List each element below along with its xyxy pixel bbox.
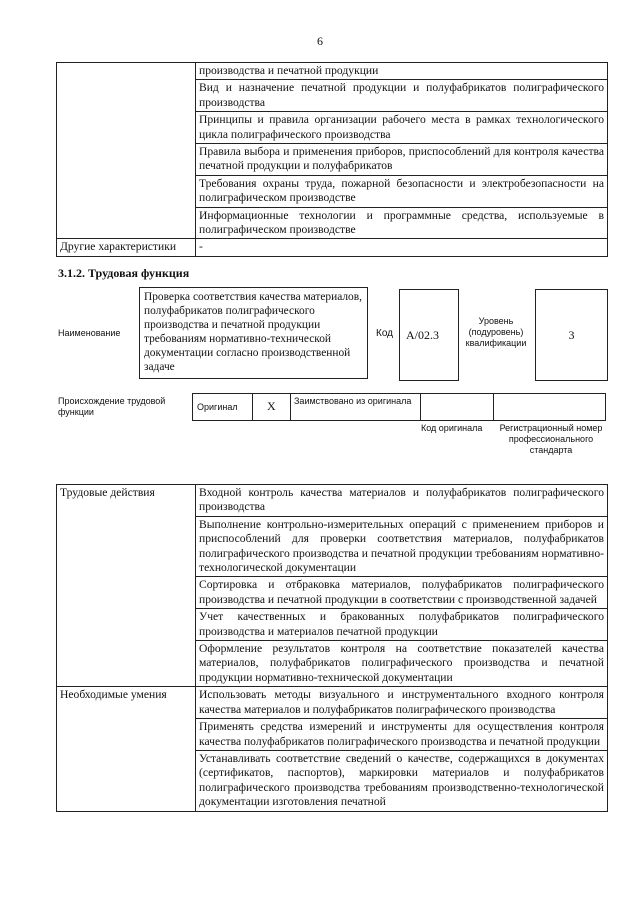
category-cell-empty xyxy=(57,63,196,239)
other-characteristics-value: - xyxy=(196,239,608,256)
labor-actions-label: Трудовые действия xyxy=(57,485,196,687)
original-mark: X xyxy=(267,399,276,413)
skill-cell: Использовать методы визуального и инструментального входного контроля качества материалов и полуфабрикатов полиграфического производства xyxy=(196,687,608,719)
name-label: Наименование xyxy=(58,328,121,338)
knowledge-table-continued xyxy=(56,62,608,257)
code-label: Код xyxy=(376,328,394,339)
level-value-box: 3 xyxy=(535,289,608,381)
original-cell xyxy=(193,394,253,420)
section-title: 3.1.2. Трудовая функция xyxy=(58,266,190,280)
skill-cell: Устанавливать соответствие сведений о качестве, содержащихся в документах (сертификатов, паспортов), маркировки материалов и полуфабрикатов полиграфического производства требованиям производственно-технологической документации изготовления печатной xyxy=(196,750,608,811)
borrowed-cell xyxy=(291,394,421,420)
other-characteristics-label: Другие характеристики xyxy=(57,239,196,256)
labor-action-cell: Оформление результатов контроля на соответствие показателей качества материалов, полуфабрикатов полиграфического производства и печатной продукции нормативно-технической документации xyxy=(196,641,608,687)
original-mark-cell xyxy=(253,394,291,420)
function-name-box: Проверка соответствия качества материалов, полуфабрикатов полиграфического производства и печатной продукции требованиям нормативно-технической документации согласно производственной задаче xyxy=(139,287,368,379)
knowledge-cell: Требования охраны труда, пожарной безопасности и электробезопасности на полиграфическом производстве xyxy=(196,175,608,207)
labor-action-cell: Выполнение контрольно-измерительных операций с применением приборов и приспособлений для проверки соответствия материалов, полуфабрикатов полиграфического производства и печатной продукции требованиям нормативно-технологической документации xyxy=(196,516,608,577)
labor-action-cell: Входной контроль качества материалов и полуфабрикатов полиграфического производства xyxy=(196,485,608,517)
table-row xyxy=(57,687,608,719)
original-label: Оригинал xyxy=(197,402,238,412)
labor-function-table xyxy=(56,484,608,812)
level-label: Уровень (подуровень) квалификации xyxy=(465,316,527,348)
registration-cell xyxy=(494,394,605,420)
knowledge-cell: Вид и назначение печатной продукции и полуфабрикатов полиграфического производства xyxy=(196,80,608,112)
code-of-original-cell xyxy=(421,394,494,420)
page-number: 6 xyxy=(317,34,323,48)
origin-row xyxy=(192,393,606,421)
table-row xyxy=(57,485,608,517)
knowledge-cell: Информационные технологии и программные средства, используемые в полиграфическом производстве xyxy=(196,207,608,239)
skills-label: Необходимые умения xyxy=(57,687,196,811)
knowledge-cell: Правила выбора и применения приборов, приспособлений для контроля качества печатной продукции и полуфабрикатов xyxy=(196,144,608,176)
labor-action-cell: Сортировка и отбраковка материалов, полуфабрикатов полиграфического производства и печатной продукции в соответствии с производственной задачей xyxy=(196,577,608,609)
table-row xyxy=(57,239,608,256)
registration-label: Регистрационный номер профессионального стандарта xyxy=(499,423,603,455)
code-of-original-label: Код оригинала xyxy=(421,423,483,433)
table-row xyxy=(57,63,608,80)
borrowed-label: Заимствовано из оригинала xyxy=(294,396,412,406)
knowledge-cell: Принципы и правила организации рабочего места в рамках технологического цикла полиграфического производства xyxy=(196,112,608,144)
origin-label: Происхождение трудовой функции xyxy=(58,396,166,417)
knowledge-cell: производства и печатной продукции xyxy=(196,63,608,80)
labor-action-cell: Учет качественных и бракованных полуфабрикатов полиграфического производства и материалов печатной продукции xyxy=(196,609,608,641)
skill-cell: Применять средства измерений и инструменты для осуществления контроля качества полуфабрикатов полиграфического производства и печатной продукции xyxy=(196,719,608,751)
code-value-box: А/02.3 xyxy=(399,289,459,381)
